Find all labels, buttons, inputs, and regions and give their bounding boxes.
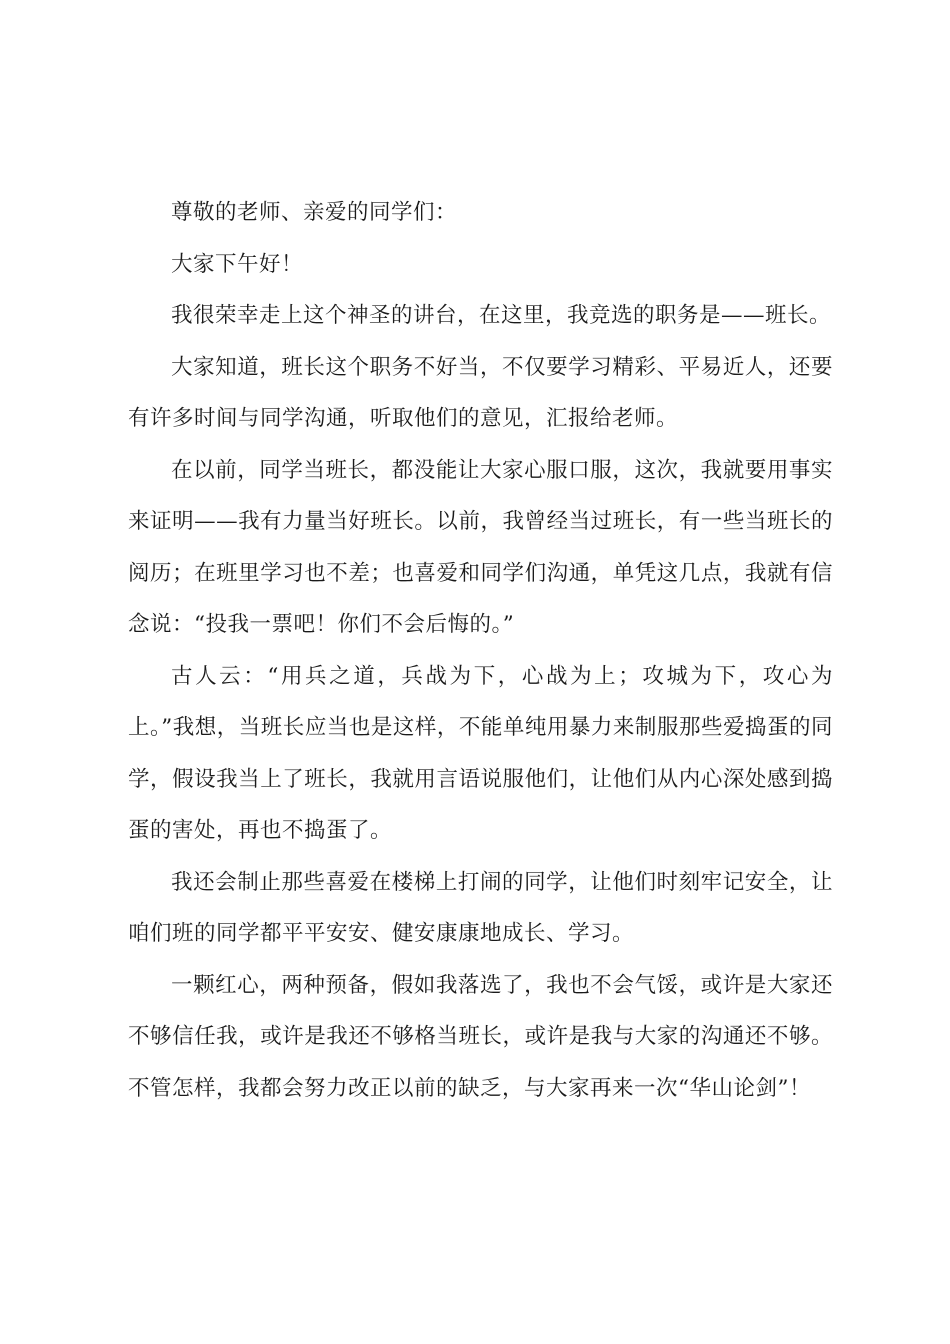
paragraph-qualifications: 在以前，同学当班长，都没能让大家心服口服，这次，我就要用事实来证明——我有力量当好班长。以前，我曾经当过班长，有一些当班长的阅历；在班里学习也不差；也喜爱和同学们沟通，单凭这几点，我就有信念说：“投我一票吧！你们不会后悔的。”: [128, 457, 833, 637]
paragraph-conclusion: 一颗红心，两种预备，假如我落选了，我也不会气馁，或许是大家还不够信任我，或许是我还不够格当班长，或许是我与大家的沟通还不够。不管怎样，我都会努力改正以前的缺乏，与大家再来一次“华山论剑”！: [128, 972, 833, 1101]
paragraph-quote: 古人云：“用兵之道，兵战为下，心战为上；攻城为下，攻心为上。”我想，当班长应当也是这样，不能单纯用暴力来制服那些爱捣蛋的同学，假设我当上了班长，我就用言语说服他们，让他们从内心深处感到捣蛋的害处，再也不捣蛋了。: [128, 663, 833, 843]
speech-body: [128, 187, 833, 1114]
greeting: 大家下午好！: [171, 251, 304, 277]
salutation: 尊敬的老师、亲爱的同学们：: [171, 200, 458, 225]
paragraph-safety: 我还会制止那些喜爱在楼梯上打闹的同学，让他们时刻牢记安全，让咱们班的同学都平平安安、健安康康地成长、学习。: [128, 869, 833, 946]
paragraph-duties: 大家知道，班长这个职务不好当，不仅要学习精彩、平易近人，还要有许多时间与同学沟通，听取他们的意见，汇报给老师。: [128, 354, 833, 431]
paragraph-introduction: 我很荣幸走上这个神圣的讲台，在这里，我竞选的职务是——班长。: [171, 303, 832, 328]
